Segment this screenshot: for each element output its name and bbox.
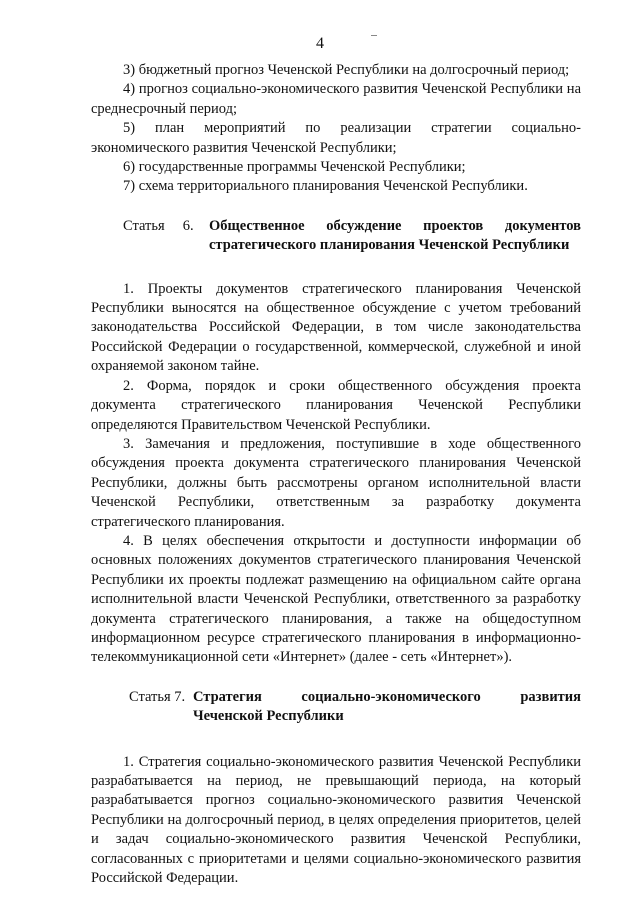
article-6-title: Общественное обсуждение проектов документов стратегического планирования Чеченской Республики bbox=[209, 217, 581, 254]
article-paragraph: 2. Форма, порядок и сроки общественного обсуждения проекта документа стратегического планирования Чеченской Республики определяются Правительством Чеченской Республики. bbox=[91, 377, 581, 433]
article-7-body bbox=[91, 753, 581, 889]
article-7-number: Статья 7. bbox=[129, 688, 186, 705]
list-item: 3) бюджетный прогноз Чеченской Республики на долгосрочный период; bbox=[123, 62, 570, 78]
list-item: 4) прогноз социально-экономического развития Чеченской Республики на среднесрочный период; bbox=[91, 81, 581, 117]
page-number: 4 bbox=[316, 35, 324, 52]
list-item: 7) схема территориального планирования Чеченской Республики. bbox=[123, 178, 528, 195]
document-types-list bbox=[91, 61, 581, 197]
list-item: 5) план мероприятий по реализации стратегии социально-экономического развития Чеченской Республики; bbox=[91, 120, 581, 156]
article-7-title: Стратегия социально-экономического развития Чеченской Республики bbox=[193, 688, 581, 725]
article-6-number bbox=[91, 217, 209, 256]
list-item: 6) государственные программы Чеченской Республики; bbox=[123, 159, 466, 176]
article-7-heading bbox=[91, 688, 581, 727]
article-paragraph: 1. Проекты документов стратегического планирования Чеченской Республики выносятся на общественное обсуждение с учетом требований законодательства Российской Федерации, в том числе законодательства Российской Федерации о государственной, коммерческой, служебной и иной охраняемой законом тайне. bbox=[91, 280, 581, 375]
article-number: 6. bbox=[182, 217, 194, 234]
article-paragraph: 4. В целях обеспечения открытости и доступности информации об основных положениях документов стратегического планирования Чеченской Республики их проекты подлежат размещению на официальном сайте органа исполнительной власти Чеченской Республики, ответственного за разработку документа стратегического планирования, а также на общедоступном информационном ресурсе стратегического планирования в информационно-телекоммуникационной сети «Интернет» (далее - сеть «Интернет»). bbox=[91, 532, 581, 666]
article-6-heading bbox=[91, 217, 581, 256]
article-6-body bbox=[91, 280, 581, 668]
scan-mark bbox=[371, 35, 377, 36]
article-paragraph: 1. Стратегия социально-экономического развития Чеченской Республики разрабатывается на период, не превышающий периода, на который разрабатывается прогноз социально-экономического развития Чеченской Республики на долгосрочный период, в целях определения приоритетов, целей и задач социально-экономического развития Чеченской Республики, согласованных с приоритетами и целями социально-экономического развития Российской Федерации. bbox=[91, 753, 581, 887]
article-label: Статья bbox=[123, 217, 165, 234]
document-body bbox=[91, 61, 581, 888]
article-paragraph: 3. Замечания и предложения, поступившие в ходе общественного обсуждения проекта документа стратегического планирования Чеченской Республики, должны быть рассмотрены органом исполнительной власти Чеченской Республики, ответственным за разработку документа стратегического планирования. bbox=[91, 435, 581, 530]
